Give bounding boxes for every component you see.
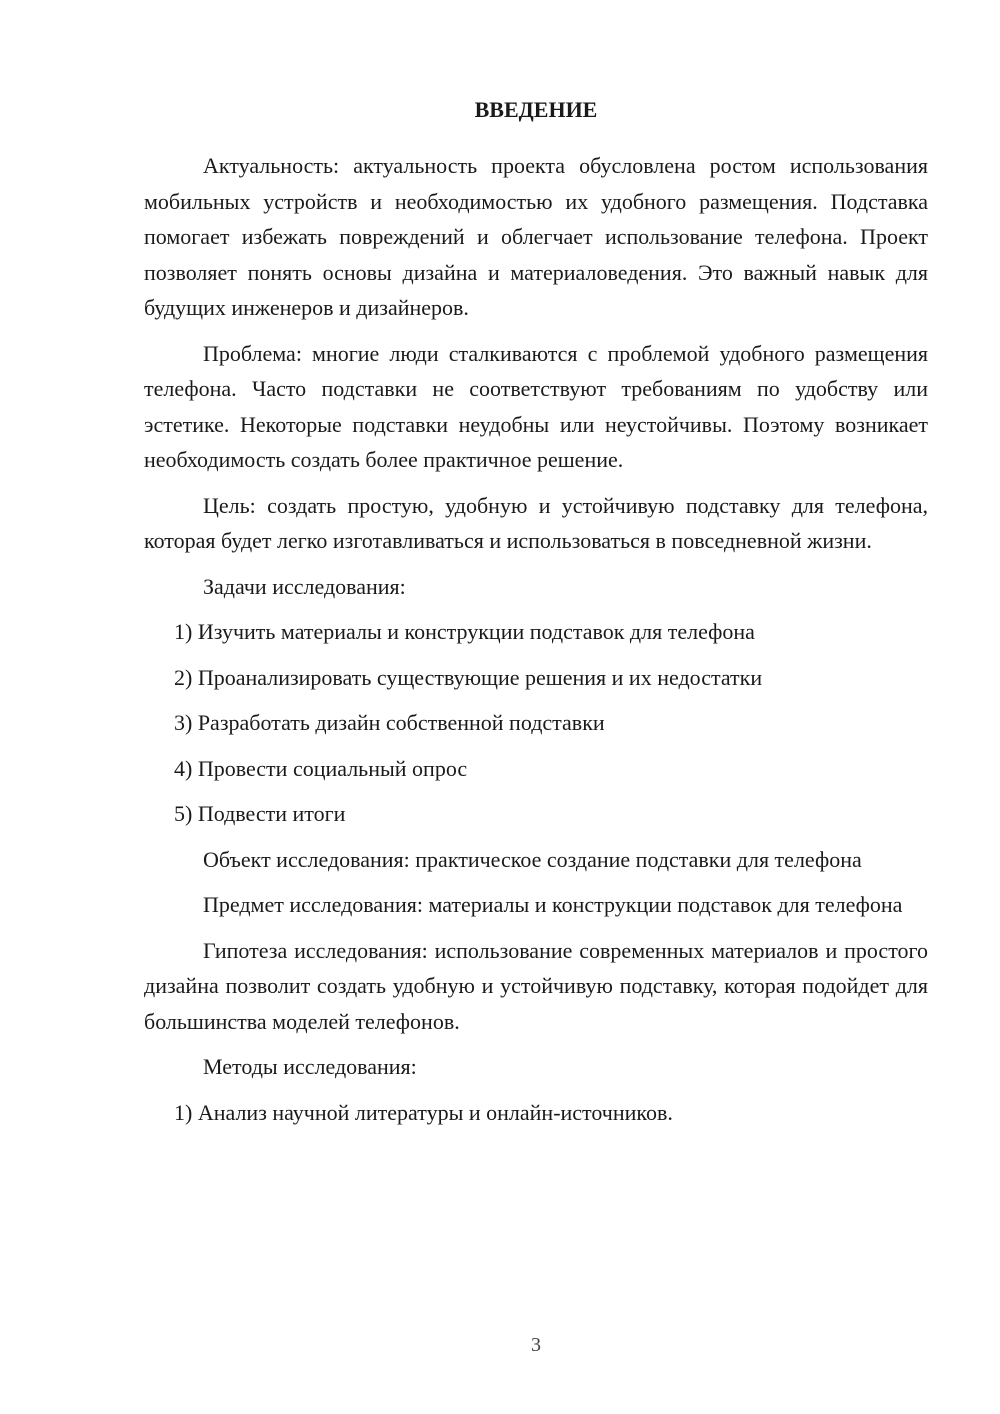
list-item: 2) Проанализировать существующие решения и их недостатки (174, 664, 763, 690)
list-item: 1) Изучить материалы и конструкции подставок для телефона (174, 619, 755, 644)
methods-list (144, 1095, 928, 1131)
document-page (144, 92, 928, 1140)
tasks-heading: Задачи исследования: (203, 573, 406, 599)
methods-heading: Методы исследования: (203, 1054, 417, 1079)
section-title: ВВЕДЕНИЕ (474, 97, 598, 122)
paragraph-problem: Проблема: многие люди сталкиваются с проблемой удобного размещения телефона. Часто подставки не соответствуют требованиям по удобству или эстетике. Некоторые подставки неудобны или неустойчивы. Поэтому возникает необходимость создать более практичное решение. (144, 340, 928, 472)
list-item: 1) Анализ научной литературы и онлайн-источников. (174, 1099, 673, 1125)
paragraph-goal: Цель: создать простую, удобную и устойчивую подставку для телефона, которая будет легко изготавливаться и использоваться в повседневной жизни. (144, 492, 928, 553)
paragraph-object: Объект исследования: практическое создание подставки для телефона (203, 846, 862, 872)
paragraph-subject: Предмет исследования: материалы и конструкции подставок для телефона (203, 892, 903, 917)
list-item: 3) Разработать дизайн собственной подставки (174, 710, 605, 735)
tasks-list (144, 614, 928, 832)
paragraph-relevance: Актуальность: актуальность проекта обусловлена ростом использования мобильных устройств и необходимостью их удобного размещения. Подставка помогает избежать повреждений и облегчает использование телефона. Проект позволяет понять основы дизайна и материаловедения. Это важный навык для будущих инженеров и дизайнеров. (144, 153, 928, 320)
list-item: 5) Подвести итоги (174, 801, 346, 826)
paragraph-hypothesis: Гипотеза исследования: использование современных материалов и простого дизайна позволит создать удобную и устойчивую подставку, которая подойдет для большинства моделей телефонов. (144, 937, 928, 1034)
page-number: 3 (531, 1334, 541, 1356)
list-item: 4) Провести социальный опрос (174, 755, 468, 781)
